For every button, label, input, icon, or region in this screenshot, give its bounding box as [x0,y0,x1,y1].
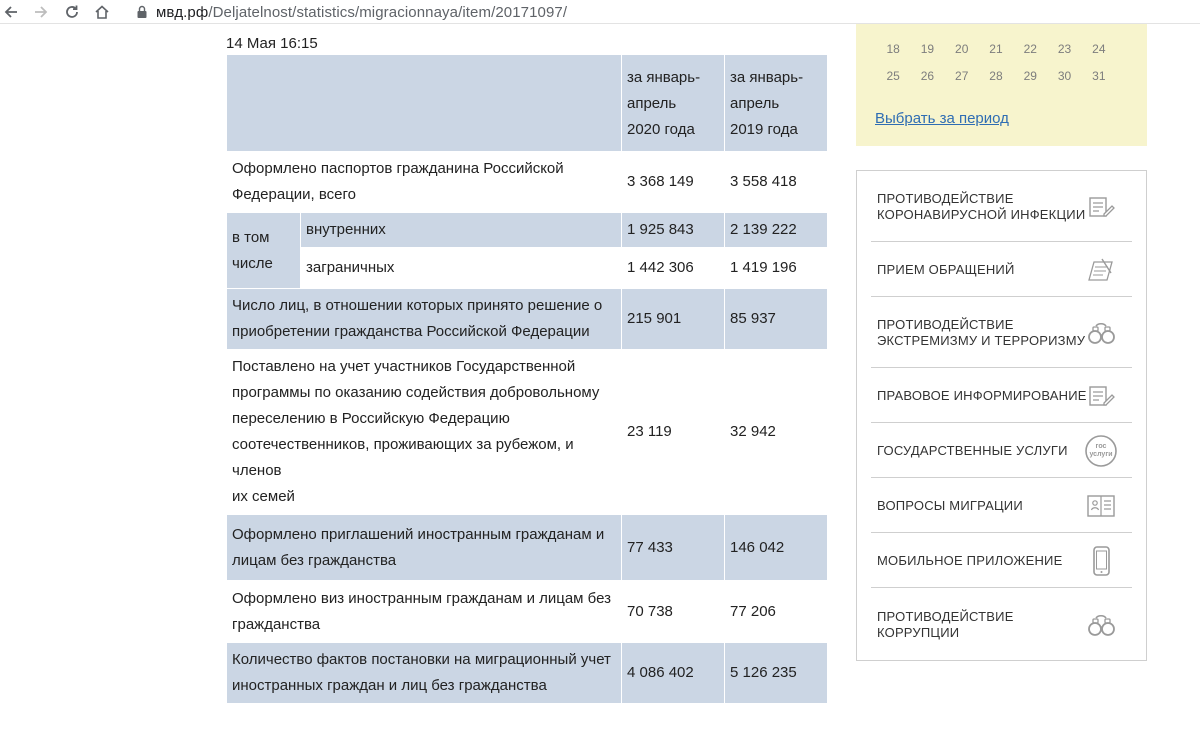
including-label-line: в том [232,228,270,246]
row-label-line: Поставлено на учет участников Государственной [232,358,576,375]
calendar-week-row [876,42,1116,56]
value-2019: 32 942 [725,350,828,515]
sidebar-menu-label [877,553,1062,569]
header-empty-cell [227,55,622,152]
handcuffs-icon [1084,608,1118,642]
value-2019: 77 206 [725,581,828,643]
row-label [227,350,622,515]
value-2019: 146 042 [725,515,828,581]
value-2020: 23 119 [622,350,725,515]
table-row [227,289,828,350]
home-icon[interactable] [91,0,113,24]
header-2020 [622,55,725,152]
sidebar-menu-item[interactable] [871,368,1132,423]
sidebar-menu-item[interactable] [871,588,1132,662]
calendar-day[interactable]: 28 [989,69,1003,83]
row-label-line: их семей [232,488,295,505]
row-label-line: приобретении гражданства Российской Федерации [232,323,590,340]
header-text: за январь- [730,69,804,86]
value-2020 [622,704,725,734]
calendar-day[interactable]: 20 [955,42,969,56]
row-label-line: программы по оказанию содействия добровольному [232,384,600,401]
sidebar-menu-label [877,317,1085,349]
header-text: 2019 года [730,121,798,138]
row-label-line: Федерации, всего [232,186,357,203]
sidebar-menu-label-line: МОБИЛЬНОЕ ПРИЛОЖЕНИЕ [877,553,1063,568]
including-label [227,213,301,289]
calendar-day[interactable]: 21 [989,42,1003,56]
row-label [227,289,622,350]
sidebar-menu-item[interactable] [871,533,1132,588]
sidebar-menu [856,170,1147,661]
value-2020: 1 925 843 [622,213,725,248]
forward-icon[interactable] [30,0,52,24]
sidebar-menu-label-line: ПРОТИВОДЕЙСТВИЕ [877,317,1014,332]
document-pen-icon [1084,190,1118,224]
table-row [227,213,828,248]
sidebar-menu-item[interactable] [871,478,1132,533]
row-label-line: Оформлено паспортов гражданина Российской [232,160,564,177]
calendar-day[interactable]: 30 [1057,69,1072,83]
header-2019 [725,55,828,152]
sidebar-menu-label [877,191,1085,223]
sidebar-menu-label-line: ПРАВОВОЕ ИНФОРМИРОВАНИЕ [877,388,1087,403]
calendar-day[interactable]: 26 [920,69,935,83]
row-label-line: иностранных граждан и лиц без гражданства [232,677,547,694]
lock-icon [136,5,148,19]
url-host: мвд.рф [156,3,209,21]
value-2020: 3 368 149 [622,152,725,213]
gosuslugi-icon-text [1084,443,1118,459]
sidebar-menu-label-line: КОРОНАВИРУСНОЙ ИНФЕКЦИИ [877,207,1086,222]
table-row [227,704,828,734]
row-label [227,704,622,734]
sidebar-menu-label [877,498,1023,514]
back-icon[interactable] [0,0,22,24]
row-label [227,643,622,704]
calendar-day[interactable]: 22 [1023,42,1037,56]
gosuslugi-icon [1084,434,1118,468]
sidebar-menu-label-line: КОРРУПЦИИ [877,625,960,640]
select-period-link[interactable]: Выбрать за период [875,110,1009,127]
gosuslugi-icon-text-line: услуги [1089,451,1113,458]
sidebar-menu-item[interactable] [871,423,1132,478]
sidebar-menu-label [877,388,1087,404]
calendar-week-row [876,69,1116,83]
row-label [227,152,622,213]
statistics-table [226,54,828,734]
calendar-day[interactable]: 31 [1092,69,1106,83]
sidebar-menu-label-line: ГОСУДАРСТВЕННЫЕ УСЛУГИ [877,443,1068,458]
row-label-line: Количество фактов постановки на миграционный учет [232,651,611,668]
sub-row-label: внутренних [301,213,622,248]
table-row [227,350,828,515]
header-text: апрель [730,95,780,112]
calendar-day[interactable]: 19 [920,42,935,56]
mobile-phone-icon [1084,544,1118,578]
value-2020: 4 086 402 [622,643,725,704]
table-row [227,581,828,643]
reload-icon[interactable] [61,0,83,24]
value-2019 [725,704,828,734]
including-label-line: числе [232,254,273,272]
gosuslugi-icon-text-line: гос [1095,443,1107,450]
sub-row-label: заграничных [301,248,622,289]
sidebar-menu-item[interactable] [871,171,1132,242]
table-row [227,248,828,289]
url-text [156,4,567,21]
header-text: 2020 года [627,121,695,138]
publish-date: 14 Мая 16:15 [226,35,318,52]
calendar-day[interactable]: 27 [955,69,969,83]
sidebar-menu-label [877,443,1068,459]
row-label-line: Число лиц, в отношении которых принято решение о [232,297,603,314]
browser-toolbar [0,0,1200,24]
row-label-line: Оформлено виз иностранным гражданам и лицам без [232,589,611,607]
calendar-day[interactable]: 24 [1092,42,1106,56]
value-2019: 2 139 222 [725,213,828,248]
row-label-line: Оформлено приглашений иностранным гражданам и [232,525,605,543]
sidebar-menu-label [877,609,1014,641]
calendar-day[interactable]: 29 [1023,69,1037,83]
calendar-day[interactable]: 25 [886,69,900,83]
row-label-line: гражданства [232,615,321,633]
value-2019: 3 558 418 [725,152,828,213]
sidebar-menu-label-line: ПРОТИВОДЕЙСТВИЕ [877,191,1014,206]
header-text: апрель [627,95,677,112]
handcuffs-icon [1084,316,1118,350]
value-2019: 85 937 [725,289,828,350]
row-label [227,515,622,581]
sidebar-menu-label-line: ПРОТИВОДЕЙСТВИЕ [877,609,1014,624]
value-2020: 1 442 306 [622,248,725,289]
calendar-day[interactable]: 18 [886,42,900,56]
row-label [227,581,622,643]
sidebar-menu-label [877,262,1015,278]
sidebar-menu-item[interactable] [871,242,1132,297]
value-2019: 5 126 235 [725,643,828,704]
row-label-line: лицам без гражданства [232,551,397,569]
header-text: за январь- [627,69,701,86]
table-row [227,152,828,213]
value-2020: 215 901 [622,289,725,350]
sidebar-menu-label-line: ПРИЕМ ОБРАЩЕНИЙ [877,262,1015,277]
document-pen-icon [1084,379,1118,413]
table-row [227,643,828,704]
sidebar-menu-label-line: ВОПРОСЫ МИГРАЦИИ [877,498,1023,513]
calendar-day[interactable]: 23 [1057,42,1072,56]
row-label-line: соотечественников, проживающих за рубежом, и членов [232,436,574,479]
value-2020: 77 433 [622,515,725,581]
paper-pen-icon [1084,253,1118,287]
sidebar-menu-label-line: ЭКСТРЕМИЗМУ И ТЕРРОРИЗМУ [877,333,1086,348]
table-header-row [227,55,828,152]
value-2020: 70 738 [622,581,725,643]
table-row [227,515,828,581]
address-bar[interactable] [126,0,1200,24]
url-path: /Deljatelnost/statistics/migracionnaya/item/20171097/ [208,3,568,21]
row-label-line: переселению в Российскую Федерацию [232,410,510,427]
sidebar-menu-item[interactable] [871,297,1132,368]
value-2019: 1 419 196 [725,248,828,289]
passport-icon [1084,489,1118,523]
